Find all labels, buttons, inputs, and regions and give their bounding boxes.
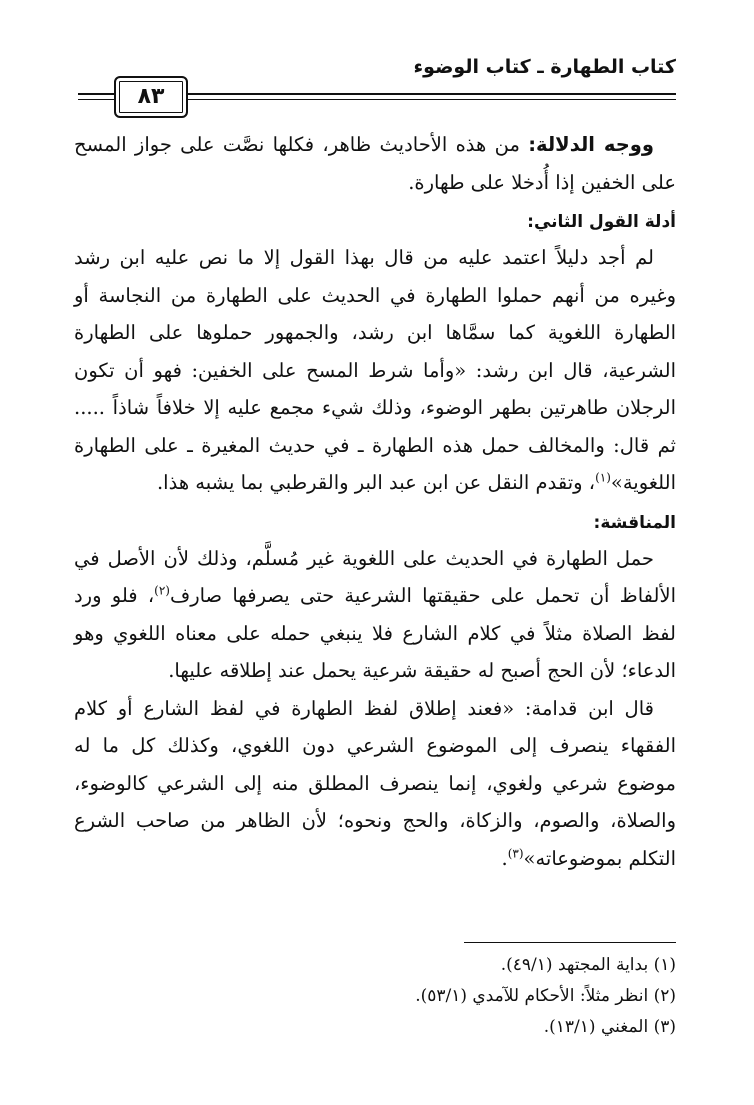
footnote-ref-1[interactable]: (١) [595,470,611,485]
section-heading-discussion: المناقشة: [593,512,676,533]
running-title: كتاب الطهارة ـ كتاب الوضوء [413,56,676,78]
header-rule-right [186,93,676,95]
paragraph-text: حمل الطهارة في الحديث على اللغوية غير مُسلَّم، وذلك لأن الأصل في الألفاظ أن تحمل على حقيقتها الشرعية حتى يصرفها صارف [74,546,677,607]
section-heading-second-opinion: أدلة القول الثاني: [527,212,676,232]
header-rule-left [78,93,114,95]
paragraph-evidence [74,126,676,201]
page-number: ٨٣ [114,76,188,118]
paragraph-ibn-qudama [74,690,676,878]
paragraph-text: من هذه الأحاديث ظاهر، فكلها نصَّت على جواز المسح على الخفين إذا أُدخلا على طهارة. [74,133,676,194]
main-text [74,126,676,877]
footnote-ref-3[interactable]: (٣) [507,846,524,860]
paragraph-second-opinion [74,239,676,502]
paragraph-text: ، وتقدم النقل عن ابن عبد البر والقرطبي بما يشبه هذا. [156,471,596,494]
footnote-1: (١) بداية المجتهد (٤٩/١). [500,955,676,975]
paragraph-text: ، فلو ورد لفظ الصلاة مثلاً في كلام الشارع فلا ينبغي حمله على معناه اللغوي وهو الدعاء؛ لأن الحج أصبح له حقيقة شرعية يحمل عند إطلاقه عليها. [74,584,676,682]
footnote-3: (٣) المغني (١٣/١). [543,1017,676,1037]
paragraph-text: . [501,846,508,870]
footnote-divider [464,942,676,943]
footnote-ref-2[interactable]: (٢) [154,583,170,598]
paragraph-text: قال ابن قدامة: «فعند إطلاق لفظ الطهارة في لفظ الشارع أو كلام الفقهاء ينصرف إلى الموضوع الشرعي دون اللغوي، وكذلك كل ما له موضوع شرعي ولغوي، إنما ينصرف المطلق منه إلى الشرعي كالوضوء، والصلاة، والصوم، والزكاة، والحج ونحوه؛ لأن الظاهر من صاحب الشرع التكلم بموضوعاته» [74,696,676,870]
paragraph-text: لم أجد دليلاً اعتمد عليه من قال بهذا القول إلا ما نص عليه ابن رشد وغيره من أنهم حملوا الطهارة في الحديث على الطهارة من النجاسة أو الطهارة اللغوية كما سمَّاها ابن رشد، والجمهور حملوها على الطهارة الشرعية، قال ابن رشد: «وأما شرط المسح على الخفين: فهو أن تكون الرجلان طاهرتين بطهر الوضوء، وذلك شيء مجمع عليه إلا خلافاً شاذاً ..... ثم قال: والمخالف حمل هذه الطهارة ـ في حديث المغيرة ـ على الطهارة اللغوية» [74,246,676,494]
footnotes [200,950,676,1043]
paragraph-discussion [74,540,676,690]
footnote-2: (٢) انظر مثلاً: الأحكام للآمدي (٥٣/١). [415,986,676,1006]
lead-term: ووجه الدلالة: [528,133,654,156]
